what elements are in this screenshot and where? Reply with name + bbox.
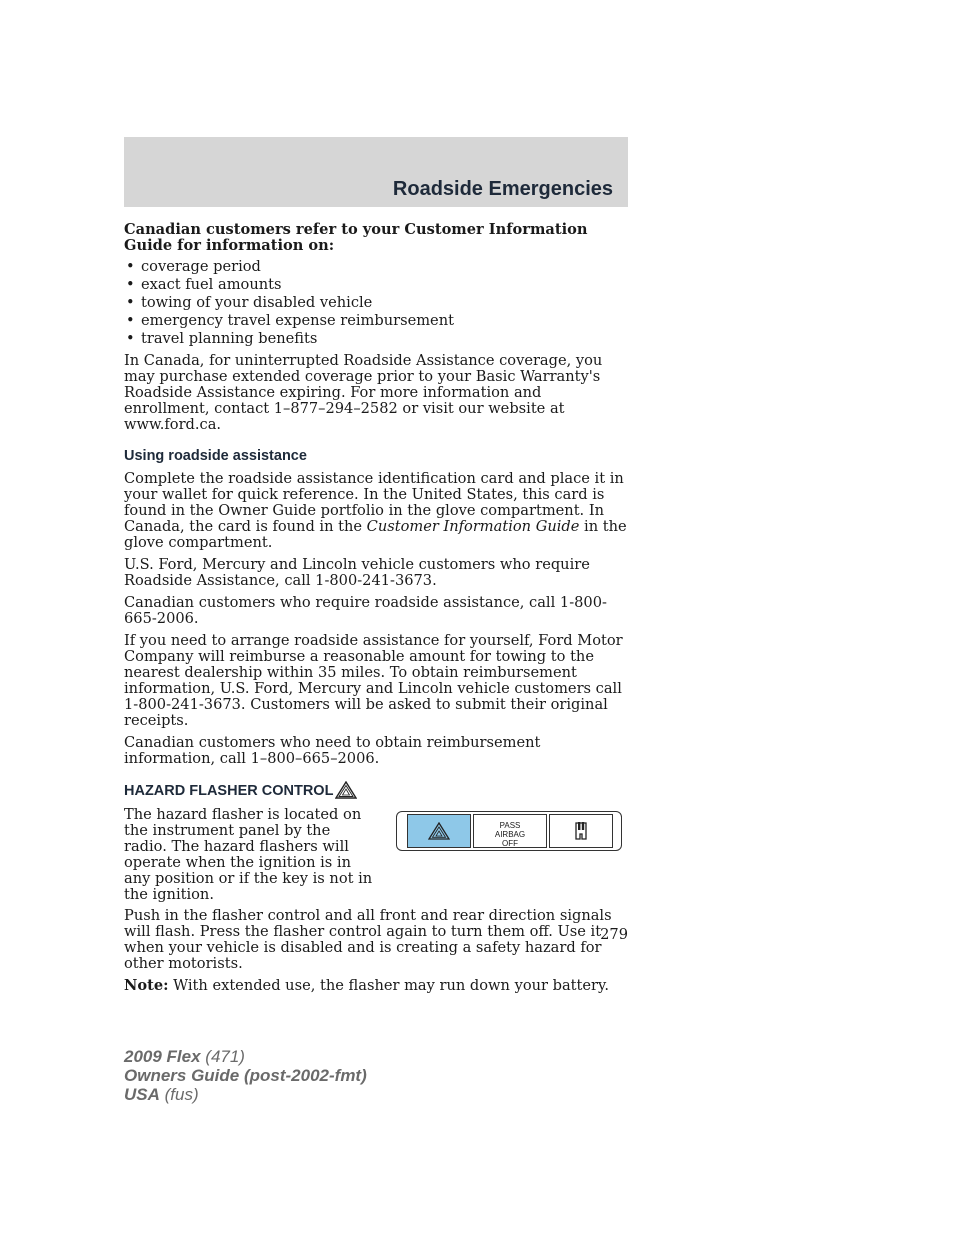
roadside-p1-end: in the glove compartment. [124, 518, 627, 551]
roadside-paragraph-4: If you need to arrange roadside assistance for yourself, Ford Motor Company will reimburse a reasonable amount for towing to the nearest dealership within 35 miles. To obtain reimbursement information, U.S. Ford, Mercury and Lincoln vehicle customers call 1-800-241-3673. Customers will be asked to submit their original receipts. [124, 632, 623, 729]
list-item: • travel planning benefits [124, 330, 628, 348]
footer-line-1 [124, 1047, 367, 1066]
hazard-paragraph-2: Push in the flasher control and all front and rear direction signals will flash. Press the flasher control again to turn them off. Use it when your vehicle is disabled and is creating a safety hazard for other motorists. [124, 907, 612, 972]
hazard-triangle-icon [428, 822, 450, 840]
control-panel-illustration [396, 811, 622, 851]
roadside-heading: Using roadside assistance [124, 448, 307, 464]
roadside-paragraph-3: Canadian customers who require roadside assistance, call 1-800-665-2006. [124, 594, 607, 627]
info-bullet-list [124, 258, 628, 348]
list-item: • exact fuel amounts [124, 276, 628, 294]
hazard-heading-text: HAZARD FLASHER CONTROL [124, 783, 334, 799]
airbag-label-line2: AIRBAG [494, 830, 526, 839]
footer-market-code: (fus) [159, 1085, 199, 1104]
footer-guide: Owners Guide (post-2002-fmt) [124, 1066, 367, 1085]
door-lock-button [549, 814, 613, 848]
airbag-label-line1: PASS [499, 821, 521, 830]
note-label: Note: [124, 977, 169, 994]
list-item: • emergency travel expense reimbursement [124, 312, 628, 330]
list-item: • coverage period [124, 258, 628, 276]
header-band [124, 137, 628, 207]
door-lock-icon [572, 820, 590, 842]
warning-triangle-icon [335, 781, 357, 799]
hazard-note [124, 978, 628, 994]
list-item: • towing of your disabled vehicle [124, 294, 628, 312]
intro-lead: Canadian customers refer to your Customer Information Guide for information on: [124, 221, 588, 254]
document-footer [124, 1047, 367, 1104]
footer-line-2 [124, 1066, 367, 1085]
footer-market: USA [124, 1085, 160, 1104]
roadside-paragraph-1 [124, 471, 628, 551]
hazard-flasher-row [124, 807, 628, 903]
footer-line-3 [124, 1085, 367, 1104]
hazard-paragraph-1: The hazard flasher is located on the instrument panel by the radio. The hazard flashers will operate when the ignition is in any position or if the key is not in the ignition. [124, 806, 373, 903]
page-title: Roadside Emergencies [392, 178, 613, 200]
hazard-description [124, 807, 374, 903]
page-content [124, 222, 628, 1000]
customer-guide-title: Customer Information Guide [366, 518, 580, 535]
page-number: 279 [600, 926, 628, 943]
footer-model: 2009 Flex [124, 1047, 201, 1066]
footer-model-code: (471) [200, 1047, 245, 1066]
roadside-paragraph-2: U.S. Ford, Mercury and Lincoln vehicle customers who require Roadside Assistance, call 1-800-241-3673. [124, 556, 590, 589]
passenger-airbag-off-indicator [473, 814, 547, 848]
airbag-label-line3: OFF [502, 839, 518, 848]
hazard-heading [124, 781, 628, 799]
canada-paragraph: In Canada, for uninterrupted Roadside Assistance coverage, you may purchase extended coverage prior to your Basic Warranty's Roadside Assistance expiring. For more information and enrollment, contact 1–877–294–2582 or visit our website at www.ford.ca. [124, 352, 603, 433]
roadside-p1-start: Complete the roadside assistance identification card and place it in your wallet for quick reference. In the United States, this card is found in the Owner Guide portfolio in the glove compartment. In Canada, the card is found in the [124, 470, 624, 535]
note-text: With extended use, the flasher may run down your battery. [168, 977, 609, 994]
hazard-flasher-button [407, 814, 471, 848]
roadside-paragraph-5: Canadian customers who need to obtain reimbursement information, call 1–800–665–2006. [124, 734, 541, 767]
